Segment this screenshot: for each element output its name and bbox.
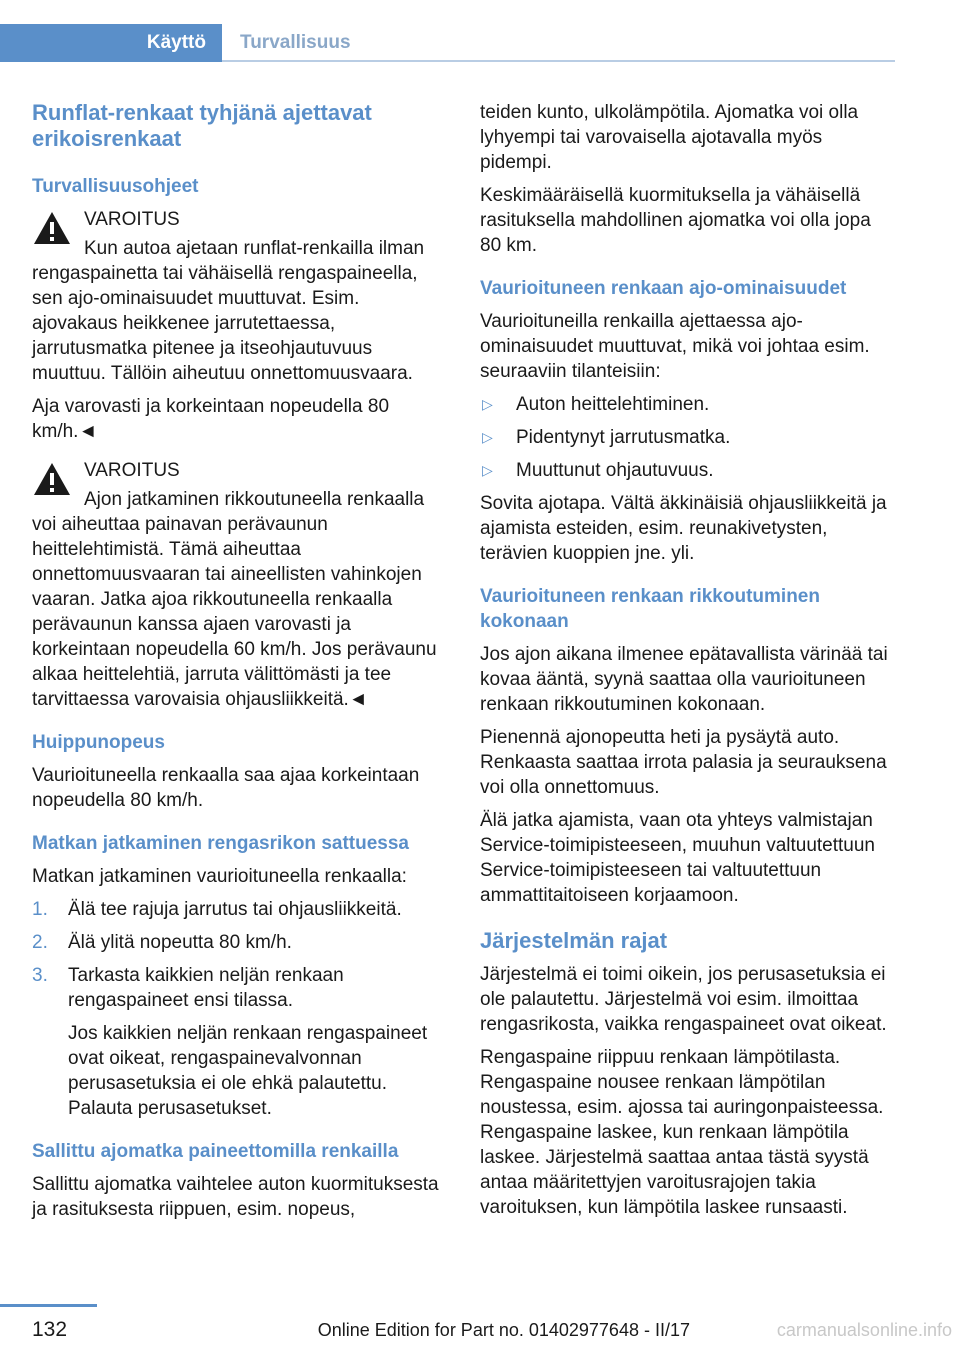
warning-block-1 (32, 207, 448, 444)
limits-body-1: Järjestelmä ei toimi oikein, jos perusasetuksia ei ole palautettu. Järjestelmä voi esim. ilmoittaa rengasrikosta, vaikka rengaspaineet ovat oikeat. (480, 964, 887, 1035)
warning-1-title: VAROITUS (84, 209, 180, 230)
list-item (480, 392, 896, 417)
warning-1-extra: Aja varovasti ja korkeintaan nopeudella 80 km/h.◄ (32, 396, 390, 442)
steps-list (32, 897, 448, 1121)
right-column (480, 100, 896, 1228)
header-rule (222, 60, 895, 62)
section-title: Runflat-renkaat tyhjänä ajettavat erikoisrenkaat (32, 100, 372, 151)
warning-1-body: Kun autoa ajetaan runflat-renkailla ilman rengaspainetta tai vähäisellä rengaspaineella, sen ajo-ominaisuudet muuttuvat. Esim. ajovakaus heikkenee jarrutettaessa, jarrutusmatka pitenee ja itseohjautuvuus muuttuu. Tällöin aiheutuu onnettomuusvaara. (32, 238, 425, 384)
failure-body-1: Jos ajon aikana ilmenee epätavallista värinää tai kovaa ääntä, syynä saattaa olla vaurioituneen renkaan rikkoutuminen kokonaan. (480, 644, 888, 715)
tab-kaytto-label: Käyttö (146, 32, 206, 53)
range-body: Sallittu ajomatka vaihtelee auton kuormituksesta ja rasituksesta riippuen, esim. nopeus, (32, 1174, 439, 1220)
warning-1 (32, 207, 448, 386)
header-tabs (0, 24, 895, 62)
handling-body: Vaurioituneilla renkailla ajettaessa ajo-ominaisuudet muuttuvat, mikä voi johtaa esim. seuraaviin tilanteisiin: (480, 311, 870, 382)
warning-2-title: VAROITUS (84, 460, 180, 481)
bullet-text: Muuttunut ohjautuvuus. (516, 460, 714, 481)
list-item (480, 425, 896, 450)
left-column (32, 100, 448, 1230)
failure-body-3: Älä jatka ajamista, vaan ota yhteys valmistajan Service-toimipisteeseen, muuhun valtuutettuun Service-toimipisteeseen tai valtuutettuun ammattitaitoiseen korjaamoon. (480, 810, 876, 906)
triangle-bullet-icon: ▷ (482, 462, 493, 478)
step-number: 1. (32, 899, 48, 920)
list-item (32, 963, 448, 1121)
handling-advice: Sovita ajotapa. Vältä äkkinäisiä ohjausliikkeitä ja ajamista esteiden, esim. reunakivetysten, terävien kuoppien jne. yli. (480, 493, 887, 564)
handling-bullets (480, 392, 896, 483)
warning-2 (32, 458, 448, 712)
edition-note: Online Edition for Part no. 01402977648 - II/17 (317, 1320, 690, 1340)
bullet-text: Pidentynyt jarrutusmatka. (516, 427, 731, 448)
step-extra: Jos kaikkien neljän renkaan rengaspaineet ovat oikeat, rengaspainevalvonnan perusasetuksia ei ole ehkä palautettu. Palauta perusasetukset. (68, 1023, 428, 1119)
safety-heading: Turvallisuusohjeet (32, 176, 199, 197)
step-number: 2. (32, 932, 48, 953)
watermark: carmanualsonline.info (776, 1320, 952, 1340)
handling-heading: Vaurioituneen renkaan ajo-ominaisuudet (480, 278, 847, 299)
tab-turvallisuus[interactable] (240, 24, 351, 62)
limits-heading: Järjestelmän rajat (480, 928, 668, 953)
limits-body-2: Rengaspaine riippuu renkaan lämpötilasta. Rengaspaine nousee renkaan lämpötilan noustessa, esim. ajossa tai auringonpaisteessa. Rengaspaine laskee, kun renkaan lämpötila laskee. Järjestelmä saattaa antaa tästä syystä antaa määritettyjen varoitusrajojen takia varoituksen, kun lämpötila laskee runsaasti. (480, 1047, 884, 1218)
step-text: Tarkasta kaikkien neljän renkaan rengaspaineet ensi tilassa. (68, 965, 344, 1011)
top-speed-body: Vaurioituneella renkaalla saa ajaa korkeintaan nopeudella 80 km/h. (32, 765, 420, 811)
top-speed-heading: Huippunopeus (32, 732, 165, 753)
warning-2-body: Ajon jatkaminen rikkoutuneella renkaalla voi aiheuttaa painavan perävaunun heittelehtimistä. Tämä aiheuttaa onnettomuusvaaran tai aineellisten vahinkojen vaaran. Jatka ajoa rikkoutuneella renkaalla perävaunun kanssa ajaen varovasti ja korkeintaan nopeudella 60 km/h. Jos perävaunu alkaa heittelehtiä, jarruta välittömästi ja tee tarvittaessa varovaisia ohjausliikkeitä.◄ (32, 489, 437, 710)
tab-kaytto[interactable] (0, 24, 222, 62)
list-item (480, 458, 896, 483)
range-continued: teiden kunto, ulkolämpötila. Ajomatka voi olla lyhyempi tai varovaisella ajotavalla myös pidempi. (480, 102, 859, 173)
triangle-bullet-icon: ▷ (482, 396, 493, 412)
warning-triangle-icon (32, 210, 72, 246)
step-number: 3. (32, 965, 48, 986)
list-item (32, 930, 448, 955)
tab-turvallisuus-label: Turvallisuus (240, 32, 351, 53)
failure-body-2: Pienennä ajonopeutta heti ja pysäytä auto. Renkaasta saattaa irrota palasia ja seurauksena voi olla onnettomuus. (480, 727, 887, 798)
continue-intro: Matkan jatkaminen vaurioituneella renkaalla: (32, 866, 407, 887)
warning-block-2 (32, 458, 448, 712)
list-item (32, 897, 448, 922)
continue-heading: Matkan jatkaminen rengasrikon sattuessa (32, 833, 409, 854)
page-number: 132 (32, 1318, 68, 1341)
range-heading: Sallittu ajomatka paineettomilla renkailla (32, 1141, 399, 1162)
failure-heading: Vaurioituneen renkaan rikkoutuminen kokonaan (480, 586, 820, 632)
range-average: Keskimääräisellä kuormituksella ja vähäisellä rasituksella mahdollinen ajomatka voi olla jopa 80 km. (480, 185, 871, 256)
step-text: Älä tee rajuja jarrutus tai ohjausliikkeitä. (68, 899, 402, 920)
footer-rule (0, 1304, 97, 1307)
warning-triangle-icon (32, 461, 72, 497)
triangle-bullet-icon: ▷ (482, 429, 493, 445)
bullet-text: Auton heittelehtiminen. (516, 394, 710, 415)
step-text: Älä ylitä nopeutta 80 km/h. (68, 932, 292, 953)
